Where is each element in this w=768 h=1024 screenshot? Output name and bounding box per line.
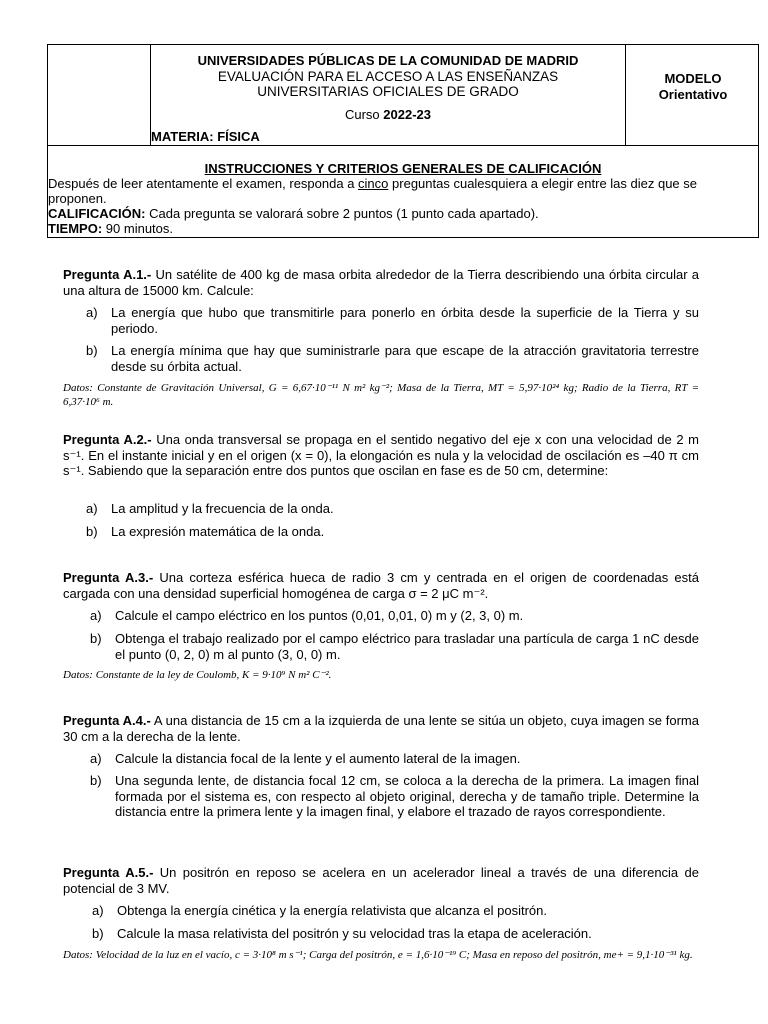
question-a2 <box>63 432 699 479</box>
question-label: Pregunta A.3.- <box>63 570 154 585</box>
time-label: TIEMPO: <box>48 221 103 236</box>
model-line-2: Orientativo <box>658 87 728 102</box>
question-a4 <box>63 713 699 744</box>
item-letter: b) <box>90 631 102 646</box>
instructions-title: INSTRUCCIONES Y CRITERIOS GENERALES DE CALIFICACIÓN <box>204 161 602 176</box>
evaluation-line-1: EVALUACIÓN PARA EL ACCESO A LAS ENSEÑANZAS <box>217 69 559 84</box>
header-model-cell <box>626 45 760 145</box>
item-letter: b) <box>86 524 98 539</box>
instructions-body <box>48 176 758 236</box>
header-title-cell <box>151 45 626 145</box>
question-a3-item-b <box>90 631 699 662</box>
question-a5-item-a <box>92 903 699 919</box>
item-letter: a) <box>86 305 98 320</box>
question-text: Un satélite de 400 kg de masa orbita alrededor de la Tierra describiendo una órbita circular a una altura de 15000 km. Calcule: <box>63 267 699 298</box>
item-letter: b) <box>90 773 102 788</box>
item-text: Obtenga la energía cinética y la energía relativista que alcanza el positrón. <box>117 903 547 918</box>
subject: MATERIA: FÍSICA <box>151 129 260 144</box>
model-line-1: MODELO <box>664 71 722 86</box>
instructions-text-before: Después de leer atentamente el examen, responda a <box>48 176 355 191</box>
exam-header <box>47 44 759 238</box>
item-letter: a) <box>92 903 104 918</box>
question-a1-item-b <box>86 343 699 374</box>
item-text: La expresión matemática de la onda. <box>111 524 325 539</box>
university-name: UNIVERSIDADES PÚBLICAS DE LA COMUNIDAD DE MADRID <box>197 53 579 68</box>
question-a5 <box>63 865 699 896</box>
header-top-row <box>48 45 758 146</box>
question-text: Una corteza esférica hueca de radio 3 cm y centrada en el origen de coordenadas está cargada con una densidad superficial homogénea de carga σ = 2 μC m⁻². <box>63 570 699 601</box>
item-text: Calcule el campo eléctrico en los puntos (0,01, 0,01, 0) m y (2, 3, 0) m. <box>115 608 524 623</box>
model-label <box>626 71 760 103</box>
item-text: Calcule la distancia focal de la lente y el aumento lateral de la imagen. <box>115 751 521 766</box>
question-a2-item-b <box>86 524 699 540</box>
course-year <box>151 107 625 122</box>
question-a1-data: Datos: Constante de Gravitación Universal, G = 6,67·10⁻¹¹ N m² kg⁻²; Masa de la Tierra, MT = 5,97·10²⁴ kg; Radio de la Tierra, RT = 6,37·10⁶ m. <box>63 382 699 408</box>
item-text: Calcule la masa relativista del positrón y su velocidad tras la etapa de aceleración. <box>117 926 592 941</box>
item-text: Una segunda lente, de distancia focal 12 cm, se coloca a la derecha de la primera. La imagen final formada por el sistema es, con respecto al objeto original, derecha y de tamaño triple. Determine la distancia entre la primera lente y la imagen final, y elabore el trazado de rayos correspondiente. <box>115 773 699 819</box>
question-a1 <box>63 267 699 298</box>
grading-text: Cada pregunta se valorará sobre 2 puntos (1 punto cada apartado). <box>149 206 539 221</box>
item-text: Obtenga el trabajo realizado por el campo eléctrico para trasladar una partícula de carga 1 nC desde el punto (0, 2, 0) m al punto (3, 0, 0) m. <box>115 631 699 662</box>
question-a4-item-a <box>90 751 699 767</box>
question-text: Un positrón en reposo se acelera en un acelerador lineal a través de una diferencia de potencial de 3 MV. <box>63 865 699 896</box>
question-a3 <box>63 570 699 601</box>
question-label: Pregunta A.2.- <box>63 432 152 447</box>
item-letter: a) <box>86 501 98 516</box>
course-value: 2022-23 <box>383 107 432 122</box>
question-a2-item-a <box>86 501 699 517</box>
question-a5-item-b <box>92 926 699 942</box>
question-text: Una onda transversal se propaga en el sentido negativo del eje x con una velocidad de 2 m s⁻¹. En el instante inicial y en el origen (x = 0), la elongación es nula y la velocidad de oscilación es –40 π cm s⁻¹. Sabiendo que la separación entre dos puntos que oscilan en fase es de 50 cm, determine: <box>63 432 699 478</box>
question-label: Pregunta A.4.- <box>63 713 151 728</box>
grading-label: CALIFICACIÓN: <box>48 206 146 221</box>
question-label: Pregunta A.5.- <box>63 865 154 880</box>
item-text: La amplitud y la frecuencia de la onda. <box>111 501 334 516</box>
question-a3-data: Datos: Constante de la ley de Coulomb, K = 9·10⁹ N m² C⁻². <box>63 669 332 681</box>
question-text: A una distancia de 15 cm a la izquierda de una lente se sitúa un objeto, cuya imagen se forma 30 cm a la derecha de la lente. <box>63 713 699 744</box>
item-text: La energía que hubo que transmitirle para ponerlo en órbita desde la superficie de la Tierra y su periodo. <box>111 305 699 336</box>
instructions-underlined: cinco <box>358 176 389 191</box>
evaluation-line-2: UNIVERSITARIAS OFICIALES DE GRADO <box>257 84 519 99</box>
course-label: Curso <box>344 107 380 122</box>
question-a3-item-a <box>90 608 699 624</box>
question-a4-item-b <box>90 773 699 820</box>
item-letter: a) <box>90 608 102 623</box>
question-label: Pregunta A.1.- <box>63 267 152 282</box>
item-text: La energía mínima que hay que suministrarle para que escape de la atracción gravitatoria terrestre desde su órbita actual. <box>111 343 699 374</box>
question-a5-data: Datos: Velocidad de la luz en el vacío, c = 3·10⁸ m s⁻¹; Carga del positrón, e = 1,6·10⁻¹⁹ C; Masa en reposo del positrón, me+ = 9,1·10⁻³¹ kg. <box>63 949 693 961</box>
item-letter: b) <box>92 926 104 941</box>
header-logo-cell <box>48 45 151 145</box>
item-letter: a) <box>90 751 102 766</box>
time-text: 90 minutos. <box>105 221 173 236</box>
question-a1-item-a <box>86 305 699 336</box>
instructions-text-after: preguntas cualesquiera a elegir entre las diez que se proponen. <box>48 176 698 206</box>
item-letter: b) <box>86 343 98 358</box>
